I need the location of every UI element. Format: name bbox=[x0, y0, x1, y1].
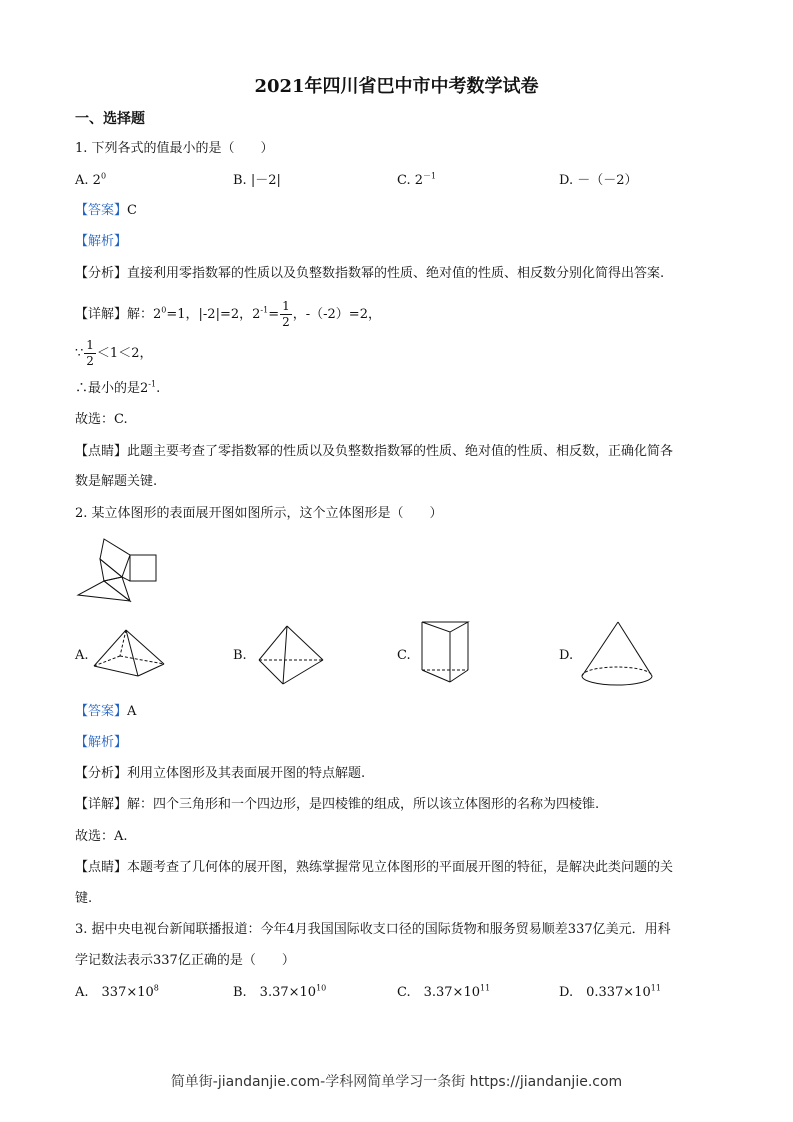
q1-stem: 1. 下列各式的值最小的是（ ） bbox=[75, 141, 274, 156]
q2-dianjing-line1: 【点睛】本题考查了几何体的展开图，熟练掌握常见立体图形的平面展开图的特征，是解决此类问题的关 bbox=[75, 860, 674, 875]
q1-answer: 【答案】C bbox=[75, 203, 137, 218]
q2-option-a: A. bbox=[75, 648, 89, 663]
q1-option-b: B. |－2| bbox=[233, 173, 281, 188]
q2-option-d: D. bbox=[559, 648, 574, 663]
page-title: 2021年四川省巴中市中考数学试卷 bbox=[254, 76, 539, 97]
triangular-prism-figure bbox=[420, 620, 472, 686]
fraction-half: $\frac{1}{2}$ bbox=[282, 299, 290, 329]
q3-option-c: C. $3.37\times 10^{11}$ bbox=[397, 983, 491, 1000]
pyramid-square-base-figure bbox=[92, 628, 166, 678]
q1-therefore: ∴最小的是$2^{-1}$. bbox=[75, 379, 161, 396]
q1-dianjing-line2: 数是解题关键. bbox=[75, 474, 158, 489]
q3-stem-line2: 学记数法表示337亿正确的是（ ） bbox=[75, 953, 295, 968]
q1-xiangjie: 【详解】解：$2^0=1$，|-2|=2，$2^{-1}=$ $\frac{1}{2}$ ，-（-2）=2， bbox=[75, 299, 381, 329]
q2-option-c: C. bbox=[397, 648, 411, 663]
triangular-pyramid-figure bbox=[257, 624, 325, 686]
q2-dianjing-line2: 键. bbox=[75, 891, 93, 906]
q1-fenxi: 【分析】直接利用零指数幂的性质以及负整数指数幂的性质、绝对值的性质、相反数分别化简得出答案. bbox=[75, 266, 665, 281]
q1-because: ∵ $\frac{1}{2}$ ＜1＜2， bbox=[75, 338, 153, 368]
cone-figure bbox=[580, 620, 654, 690]
net-diagram bbox=[70, 535, 170, 605]
q2-option-b: B. bbox=[233, 648, 247, 663]
page-footer: 简单街-jiandanjie.com-学科网简单学习一条街 https://jiandanjie.com bbox=[170, 1074, 623, 1090]
q3-option-b: B. $3.37\times 10^{10}$ bbox=[233, 983, 327, 1000]
q1-jiexi: 【解析】 bbox=[75, 234, 128, 249]
q1-option-d: D. －（－2） bbox=[559, 173, 638, 188]
fraction-half: $\frac{1}{2}$ bbox=[86, 338, 94, 368]
q2-guxuan: 故选：A. bbox=[75, 829, 128, 844]
q1-option-a: A. $2^0$ bbox=[75, 171, 107, 188]
q2-jiexi: 【解析】 bbox=[75, 735, 128, 750]
q2-fenxi: 【分析】利用立体图形及其表面展开图的特点解题. bbox=[75, 766, 366, 781]
q2-xiangjie: 【详解】解：四个三角形和一个四边形，是四棱锥的组成，所以该立体图形的名称为四棱锥. bbox=[75, 797, 600, 812]
q1-dianjing-line1: 【点睛】此题主要考查了零指数幂的性质以及负整数指数幂的性质、绝对值的性质、相反数，正确化简各 bbox=[75, 444, 674, 459]
section-heading: 一、选择题 bbox=[75, 111, 145, 127]
q1-guxuan: 故选：C. bbox=[75, 412, 128, 427]
q2-answer: 【答案】A bbox=[75, 704, 137, 719]
q1-option-c: C. $2^{-1}$ bbox=[397, 171, 437, 188]
q2-stem: 2. 某立体图形的表面展开图如图所示，这个立体图形是（ ） bbox=[75, 506, 443, 521]
q3-stem-line1: 3. 据中央电视台新闻联播报道：今年4月我国国际收支口径的国际货物和服务贸易顺差337亿美元．用科 bbox=[75, 922, 671, 937]
q3-option-d: D. $0.337\times 10^{11}$ bbox=[559, 983, 661, 1000]
q3-option-a: A. $337\times 10^8$ bbox=[75, 983, 159, 1000]
